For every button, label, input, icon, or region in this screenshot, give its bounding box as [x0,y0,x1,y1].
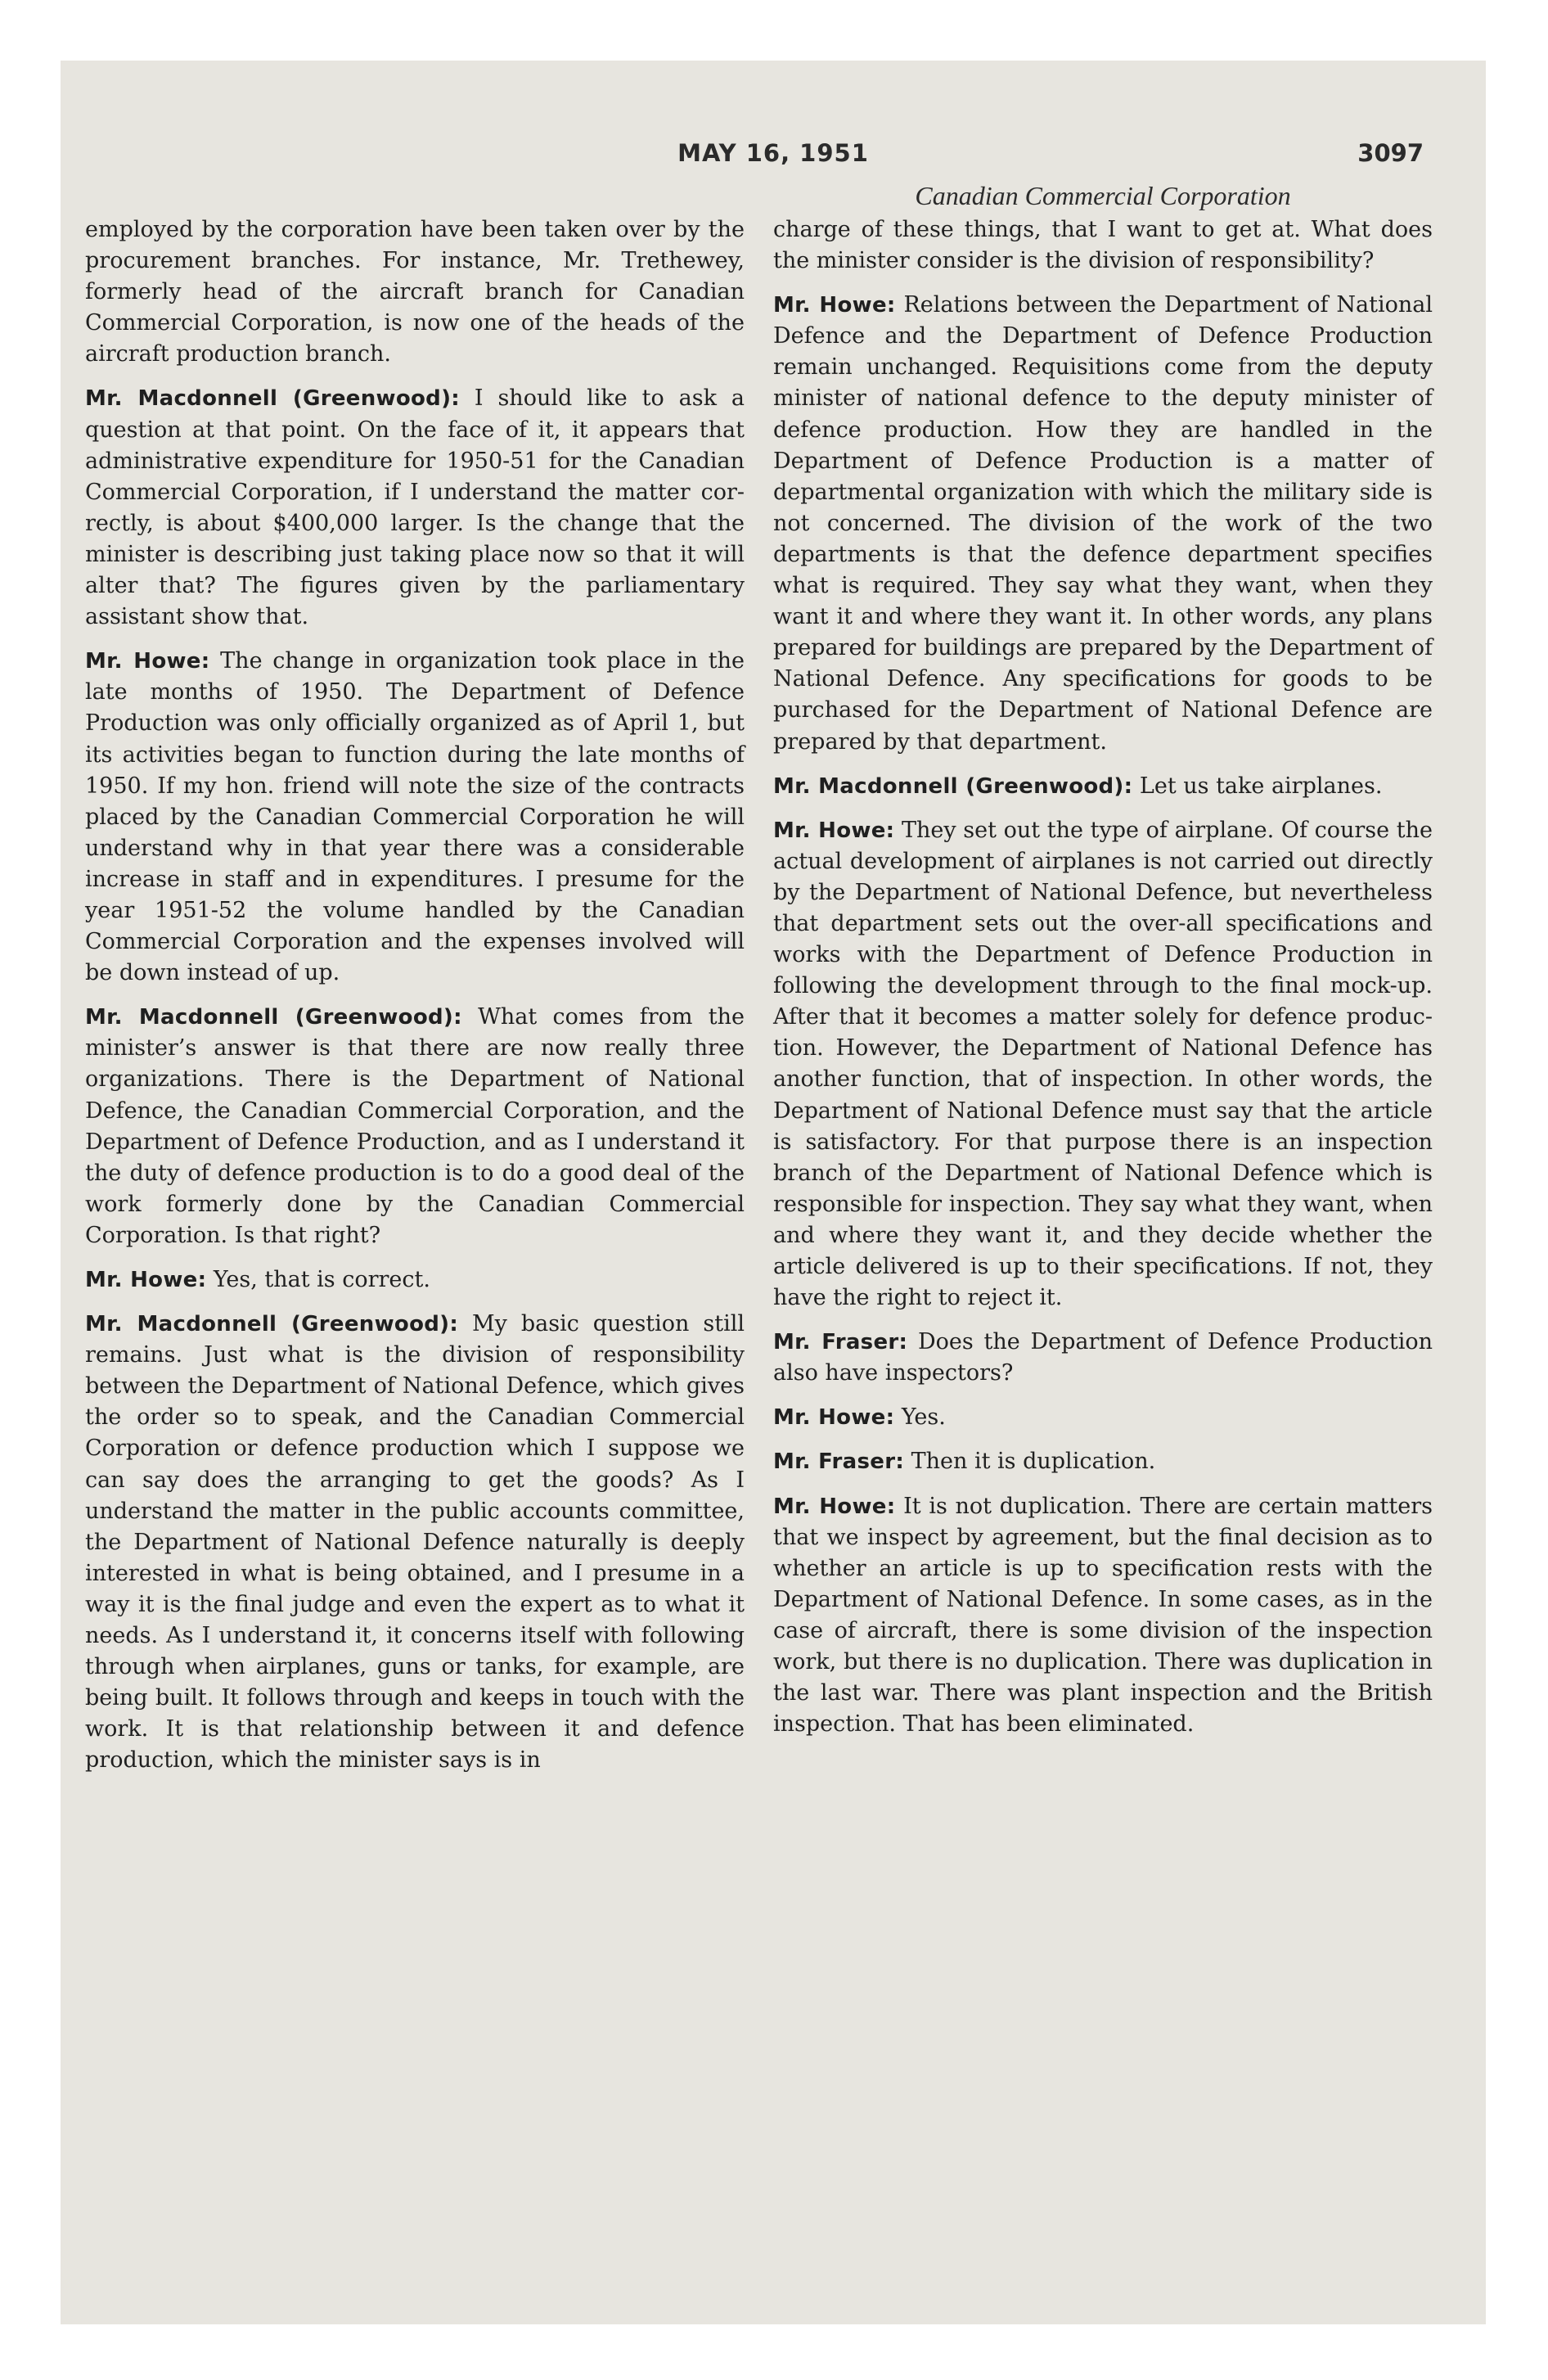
paragraph [85,383,745,633]
speaker-name: Mr. Howe: [85,1268,207,1292]
speaker-name: Mr. Howe: [85,649,210,674]
paragraph [773,771,1433,802]
speaker-name: Mr. Macdonnell (Greenwood): [85,1312,459,1337]
paragraph-text: Let us take airplanes. [1139,773,1383,799]
paragraph [773,1327,1433,1389]
paragraph-text: The change in organization took place in the late months of 1950. The Department of Defence Production was only officially organized as of April 1, but its activities began to function during the late months of 1950. If my hon. friend will note the size of the contracts placed by the Canadian Commercial Corporation he will understand why in that year there was a considerable increase in staff and in expenditures. I presume for the year 1951-52 the volume handled by the Canadian Commercial Corporation and the expenses involved will be down instead of up. [85,648,745,986]
speaker-name: Mr. Macdonnell (Greenwood): [85,1005,462,1030]
paragraph [85,214,745,370]
speaker-name: Mr. Fraser: [773,1449,905,1475]
paragraph [85,1309,745,1776]
paragraph-text: It is not duplication. There are certain matters that we inspect by agreement, but the final decision as to whether an article is up to specification rests with the Department of National Defence. In some cases, as in the case of aircraft, there is some division of the inspection work, but there is no duplication. There was duplication in the last war. There was plant inspection and the British inspection. That has been eliminated. [773,1493,1433,1738]
header-date: MAY 16, 1951 [677,139,869,167]
paragraph-text: What comes from the minister’s answer is that there are now really three organizations. There is the Department of National Defence, the Canadian Commercial Corporation, and the Department of Defence Production, and as I understand it the duty of defence production is to do a good deal of the work formerly done by the Canadian Commercial Corporation. Is that right? [85,1004,745,1248]
paragraph-text: Does the Department of Defence Production also have inspectors? [773,1329,1433,1386]
page-number: 3097 [1357,139,1424,167]
left-column [85,214,745,1790]
right-column [773,180,1433,1753]
paragraph [773,214,1433,277]
paragraph [773,1446,1433,1477]
paragraph-text: They set out the type of airplane. Of course the actual development of airplanes is not carried out directly by the Department of National Defence, but nevertheless that department sets out the over-all specifications and works with the Department of Defence Production in following the development through to the final mock-up. After that it becomes a matter solely for defence production. However, the Department of National Defence has another function, that of inspection. In other words, the Department of National Defence must say that the article is satisfactory. For that purpose there is an inspection branch of the Department of National Defence which is responsible for inspection. They say what they want, when and where they want it, and they decide whether the article delivered is up to their specifications. If not, they have the right to reject it. [773,817,1433,1311]
speaker-name: Mr. Howe: [773,818,895,843]
paragraph-text: Yes. [901,1404,946,1431]
paragraph [85,1002,745,1251]
speaker-name: Mr. Fraser: [773,1330,908,1355]
speaker-name: Mr. Howe: [773,293,896,318]
speaker-name: Mr. Macdonnell (Greenwood): [85,386,460,412]
paragraph [773,1402,1433,1433]
paragraph [773,1491,1433,1741]
paragraph [85,646,745,989]
running-title: Canadian Commercial Corporation [915,181,1291,210]
paragraph [85,1264,745,1296]
speaker-name: Mr. Howe: [773,1405,895,1431]
paragraph [773,290,1433,757]
paragraph-text: Relations between the Department of National Defence and the Department of Defence Production remain unchanged. Requisitions come from the deputy minister of national defence to the deputy minister of defence production. How they are handled in the Department of Defence Production is a matter of departmental organization with which the military side is not concerned. The division of the work of the two departments is that the defence department specifies what is required. They say what they want, when they want it and where they want it. In other words, any plans prepared for buildings are prepared by the Department of National Defence. Any specifications for goods to be purchased for the Department of National Defence are prepared by that department. [773,292,1433,755]
paragraph-text: I should like to ask a question at that point. On the face of it, it appears that administrative expenditure for 1950-51 for the Canadian Commercial Corporation, if I understand the matter correctly, is about $400,000 larger. Is the change that the minister is describing just taking place now so that it will alter that? The figures given by the parliamentary assistant show that. [85,385,745,630]
paragraph [773,815,1433,1314]
speaker-name: Mr. Macdonnell (Greenwood): [773,773,1133,799]
paragraph-text: Yes, that is correct. [213,1267,430,1292]
paragraph-text: My basic question still remains. Just what is the division of responsibility between the Department of National Defence, which gives the order so to speak, and the Canadian Commercial Corporation or defence production which I suppose we can say does the arranging to get the goods? As I understand the matter in the public accounts committee, the Department of National Defence naturally is deeply interested in what is being obtained, and I presume in a way it is the final judge and even the expert as to what it needs. As I understand it, it concerns itself with following through when airplanes, guns or tanks, for example, are being built. It follows through and keeps in touch with the work. It is that relationship between it and defence production, which the minister says is in [85,1311,745,1774]
paragraph-text: employed by the corporation have been taken over by the procurement branches. For instance, Mr. Trethewey, formerly head of the aircraft branch for Canadian Commercial Corporation, is now one of the heads of the aircraft production branch. [85,217,745,367]
speaker-name: Mr. Howe: [773,1494,896,1519]
paragraph-text: charge of these things, that I want to get at. What does the minister consider is the division of responsibility? [773,217,1433,274]
paragraph-text: Then it is duplication. [911,1449,1156,1475]
